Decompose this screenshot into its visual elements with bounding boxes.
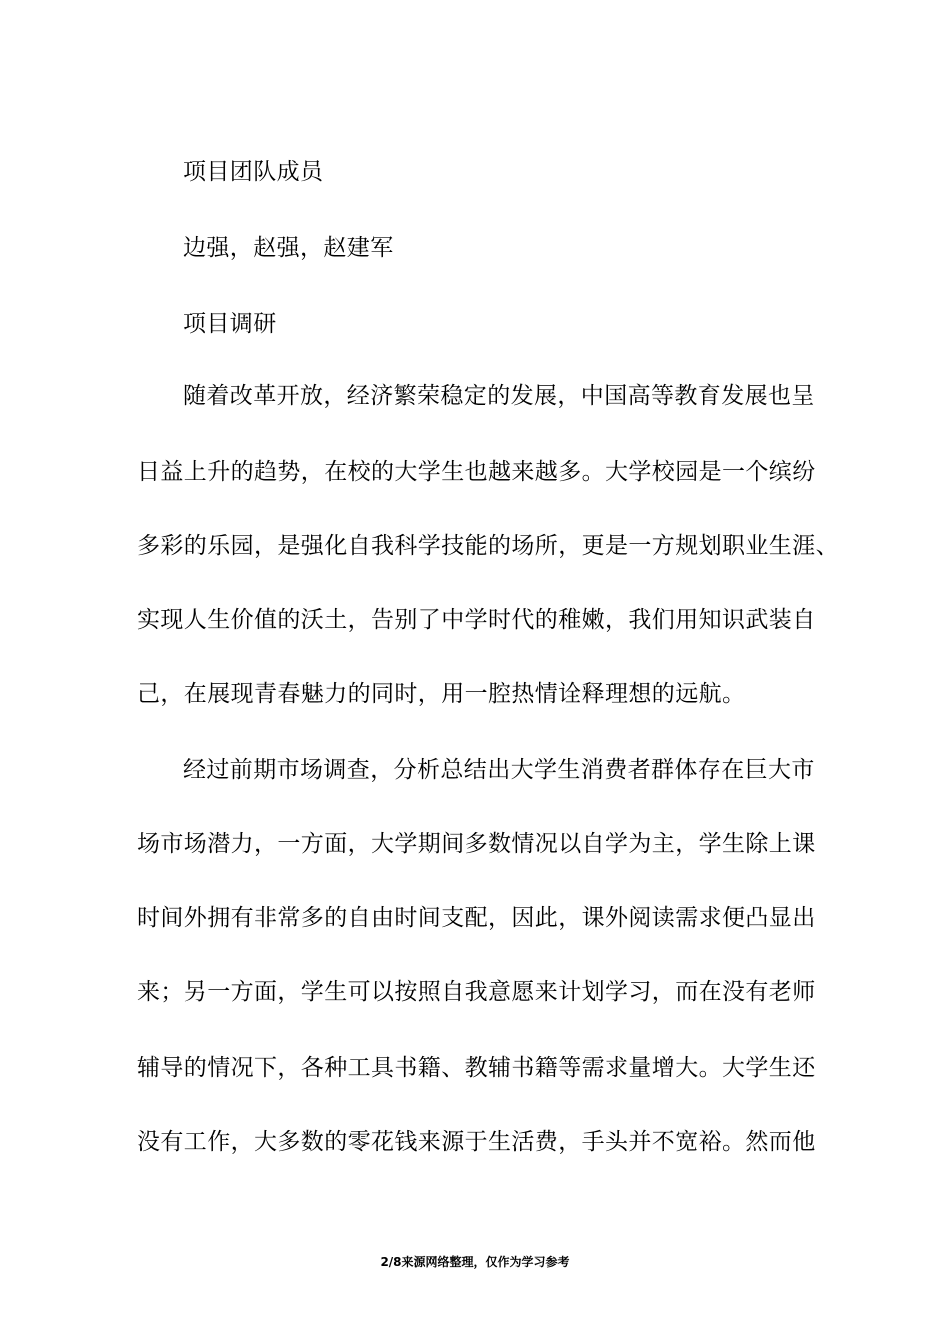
paragraph-line: 日益上升的趋势，在校的大学生也越来越多。大学校园是一个缤纷 <box>137 459 816 485</box>
page-footer: 2/8来源网络整理，仅作为学习参考 <box>380 1255 570 1269</box>
paragraph-line: 没有工作，大多数的零花钱来源于生活费，手头并不宽裕。然而他 <box>137 1129 816 1155</box>
paragraph-line: 辅导的情况下，各种工具书籍、教辅书籍等需求量增大。大学生还 <box>137 1055 816 1081</box>
paragraph-line: 随着改革开放，经济繁荣稳定的发展，中国高等教育发展也呈 <box>183 383 815 409</box>
paragraph-line: 经过前期市场调查，分析总结出大学生消费者群体存在巨大市 <box>183 757 815 783</box>
paragraph-line: 场市场潜力，一方面，大学期间多数情况以自学为主，学生除上课 <box>137 831 816 857</box>
paragraph-line: 时间外拥有非常多的自由时间支配，因此，课外阅读需求便凸显出 <box>137 905 816 931</box>
paragraph-line: 来；另一方面，学生可以按照自我意愿来计划学习，而在没有老师 <box>137 979 816 1005</box>
paragraph-line: 实现人生价值的沃土，告别了中学时代的稚嫩，我们用知识武装自 <box>137 607 816 633</box>
paragraph-line: 己，在展现青春魅力的同时，用一腔热情诠释理想的远航。 <box>137 681 746 707</box>
paragraph-line: 多彩的乐园，是强化自我科学技能的场所，更是一方规划职业生涯、 <box>137 533 839 559</box>
heading-team: 项目团队成员 <box>183 159 324 185</box>
team-members: 边强，赵强，赵建军 <box>183 235 394 261</box>
heading-research: 项目调研 <box>183 311 277 337</box>
